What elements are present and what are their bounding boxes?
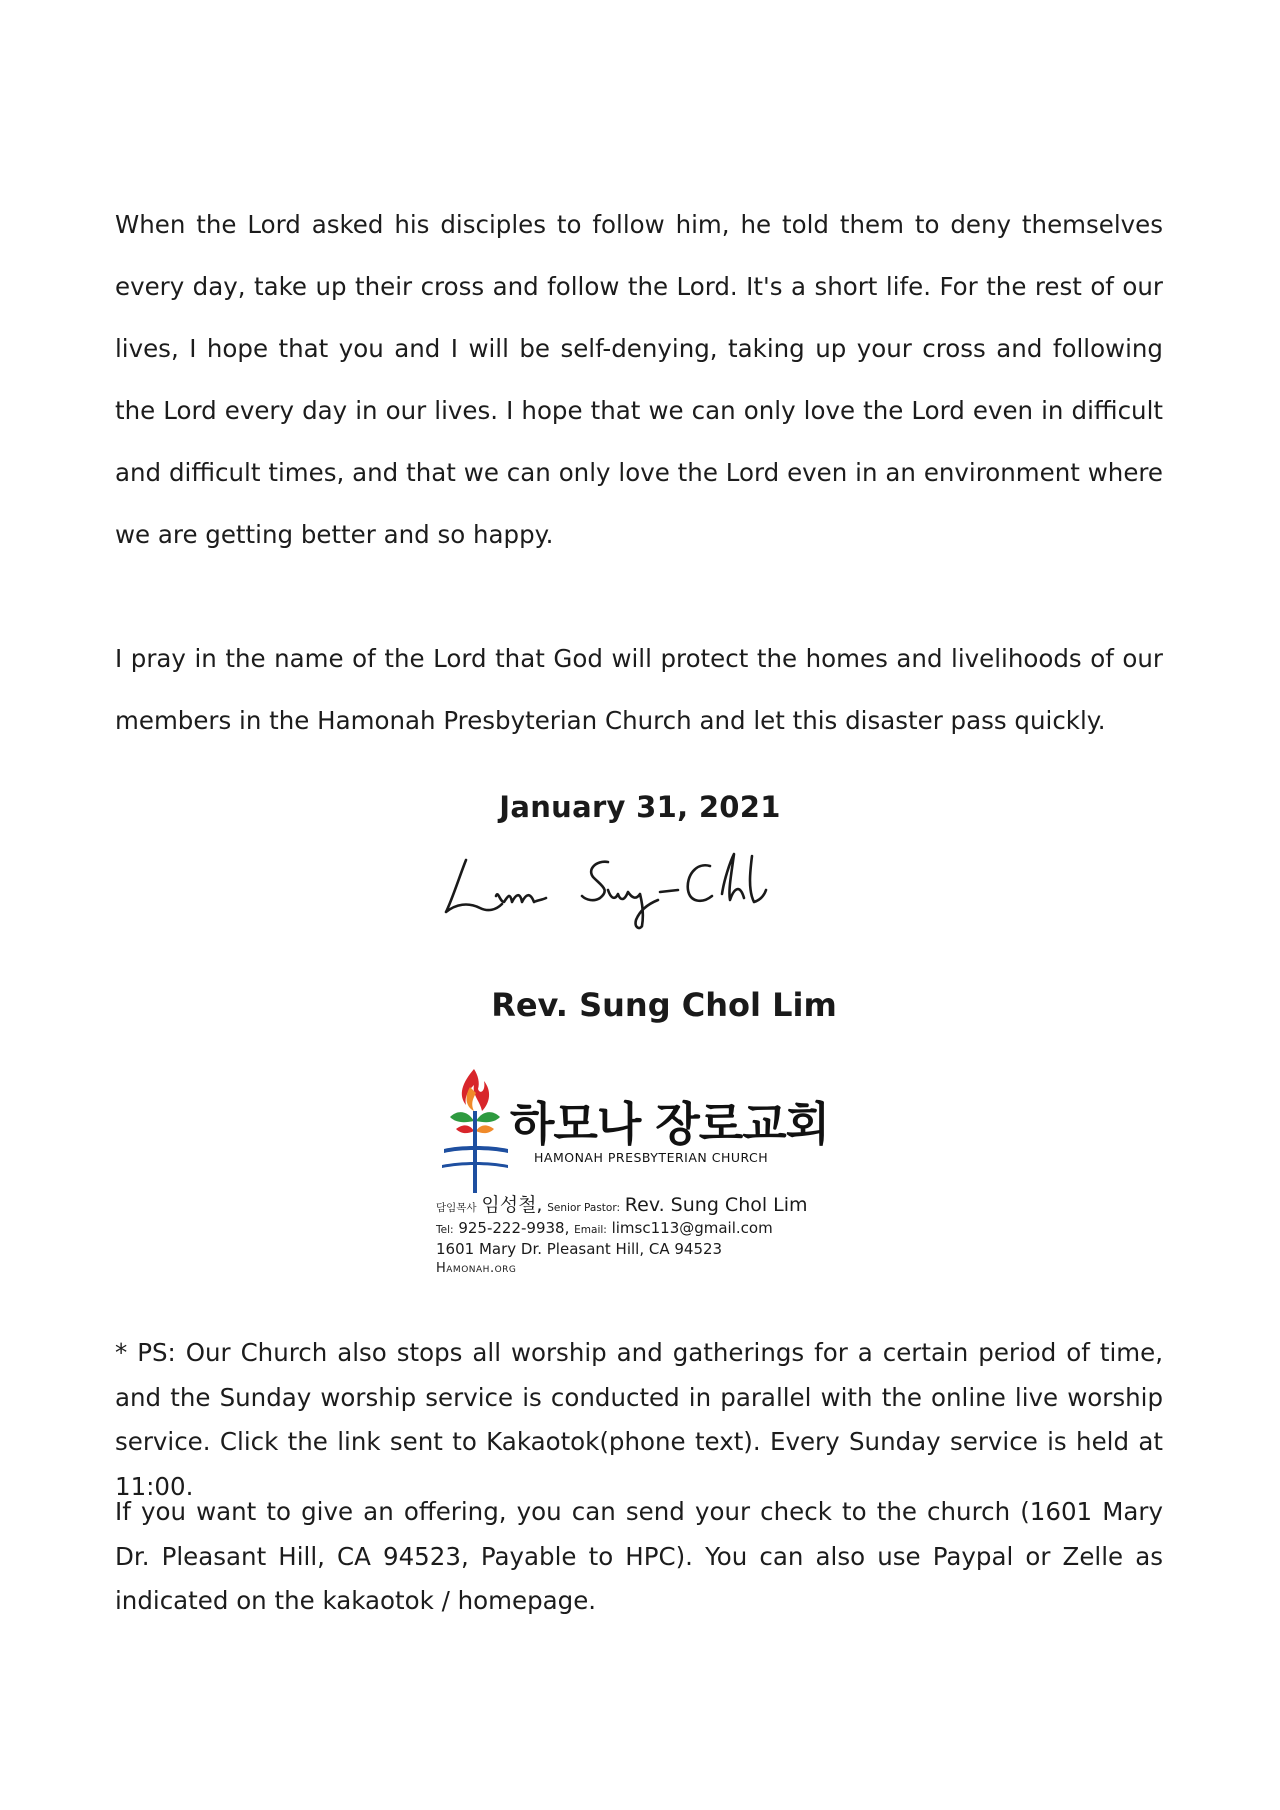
contact-line xyxy=(436,1219,808,1240)
pastor-title-korean: 담임목사 xyxy=(436,1202,477,1214)
signature-image xyxy=(438,840,798,930)
email-address: limsc113@gmail.com xyxy=(611,1219,773,1237)
email-label: Email: xyxy=(574,1224,607,1236)
pastor-name-korean: 임성철, xyxy=(481,1194,543,1216)
tel-label: Tel: xyxy=(436,1224,454,1236)
address-line: 1601 Mary Dr. Pleasant Hill, CA 94523 xyxy=(436,1240,723,1258)
letter-paragraph-1: When the Lord asked his disciples to follow him, he told them to deny themselves every day, take up their cross and follow the Lord. It's a short life. For the rest of our lives, I hope that you and I will be self-denying, taking up your cross and following the Lord every day in our lives. I hope that we can only love the Lord even in difficult and difficult times, and that we can only love the Lord even in an environment where we are getting better and so happy. xyxy=(115,210,1163,549)
postscript-paragraph-2: If you want to give an offering, you can send your check to the church (1601 Mary Dr. Pleasant Hill, CA 94523, Payable to HPC). You can also use Paypal or Zelle as indicated on the kakaotok / homepage. xyxy=(115,1497,1163,1615)
senior-pastor-name: Rev. Sung Chol Lim xyxy=(624,1194,808,1216)
pastor-line xyxy=(436,1194,808,1219)
church-logo-icon xyxy=(440,1065,512,1195)
church-card xyxy=(430,1060,850,1280)
senior-pastor-label: Senior Pastor: xyxy=(547,1202,621,1214)
church-contact-block xyxy=(436,1194,808,1278)
website-line: Hamonah.org xyxy=(436,1261,517,1276)
postscript-paragraph-1: * PS: Our Church also stops all worship and gatherings for a certain period of time, and the Sunday worship service is conducted in parallel with the online live worship service. Click the link sent to Kakaotok(phone text). Every Sunday service is held at 11:00. xyxy=(115,1338,1163,1501)
church-logo-english: HAMONAH PRESBYTERIAN CHURCH xyxy=(534,1150,769,1165)
tel-number: 925-222-9938, xyxy=(458,1219,570,1237)
church-logo-korean: 하모나 장로교회 xyxy=(510,1097,830,1151)
letter-paragraph-2: I pray in the name of the Lord that God will protect the homes and livelihoods of our members in the Hamonah Presbyterian Church and let this disaster pass quickly. xyxy=(115,644,1163,735)
pastor-name: Rev. Sung Chol Lim xyxy=(491,986,837,1024)
letter-date: January 31, 2021 xyxy=(499,790,781,824)
